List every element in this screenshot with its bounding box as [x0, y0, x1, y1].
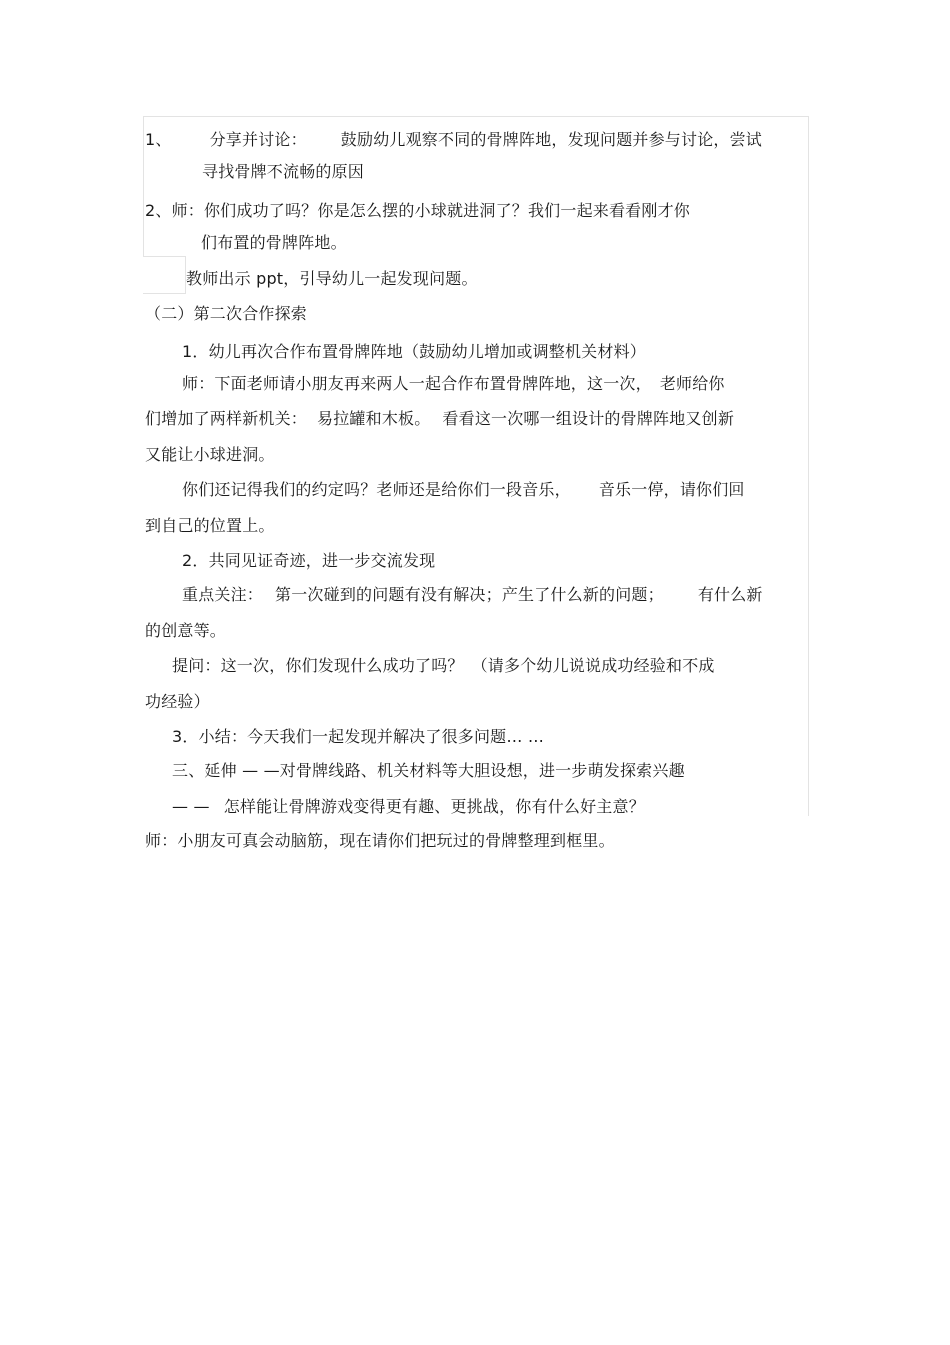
music-rule-line-2: 到自己的位置上。 [145, 516, 275, 535]
item-1-label: 1、 [145, 130, 172, 149]
teacher-instruction-line-3: 又能让小球进洞。 [145, 445, 275, 464]
teacher-instruction-line-1: 师：下面老师请小朋友再来两人一起合作布置骨牌阵地，这一次， 老师给你 [182, 374, 725, 393]
focus-line-1: 重点关注： 第一次碰到的问题有没有解决；产生了什么新的问题； 有什么新 [182, 585, 763, 604]
teacher-instruction-line-2: 们增加了两样新机关： 易拉罐和木板。 看看这一次哪一组设计的骨牌阵地又创新 [145, 409, 735, 428]
item-1-text: 鼓励幼儿观察不同的骨牌阵地，发现问题并参与讨论，尝试 [340, 130, 762, 149]
frame-right-border [808, 116, 809, 816]
frame-inner-h-1 [143, 256, 185, 257]
frame-top-border [143, 116, 809, 117]
section-2-step-1: 1．幼儿再次合作布置骨牌阵地（鼓励幼儿增加或调整机关材料） [182, 342, 646, 361]
frame-left-border-upper [143, 116, 144, 256]
frame-inner-h-2 [143, 293, 185, 294]
section-3-question: — — 怎样能让骨牌游戏变得更有趣、更挑战，你有什么好主意？ [172, 797, 645, 816]
section-2-step-3: 3．小结：今天我们一起发现并解决了很多问题… … [172, 727, 545, 746]
item-2: 2、师：你们成功了吗？你是怎么摆的小球就进洞了？我们一起来看看刚才你 [145, 201, 690, 220]
section-2-step-2: 2．共同见证奇迹，进一步交流发现 [182, 551, 436, 570]
section-3-extension: 三、延伸 — —对骨牌线路、机关材料等大胆设想，进一步萌发探索兴趣 [172, 761, 685, 780]
question-line-1: 提问：这一次，你们发现什么成功了吗？ （请多个幼儿说说成功经验和不成 [172, 656, 715, 675]
item-2-continuation: 们布置的骨牌阵地。 [201, 233, 347, 252]
question-line-2: 功经验） [145, 692, 210, 711]
item-1-title: 分享并讨论： [209, 130, 307, 149]
item-1-continuation: 寻找骨牌不流畅的原因 [202, 162, 365, 181]
focus-line-2: 的创意等。 [145, 621, 227, 640]
item-1 [145, 129, 762, 151]
section-2-heading: （二）第二次合作探索 [145, 304, 308, 323]
item-3: 教师出示 ppt，引导幼儿一起发现问题。 [186, 269, 478, 288]
section-3-closing: 师：小朋友可真会动脑筋，现在请你们把玩过的骨牌整理到框里。 [145, 831, 615, 850]
music-rule-line-1: 你们还记得我们的约定吗？老师还是给你们一段音乐， 音乐一停，请你们回 [182, 480, 745, 499]
